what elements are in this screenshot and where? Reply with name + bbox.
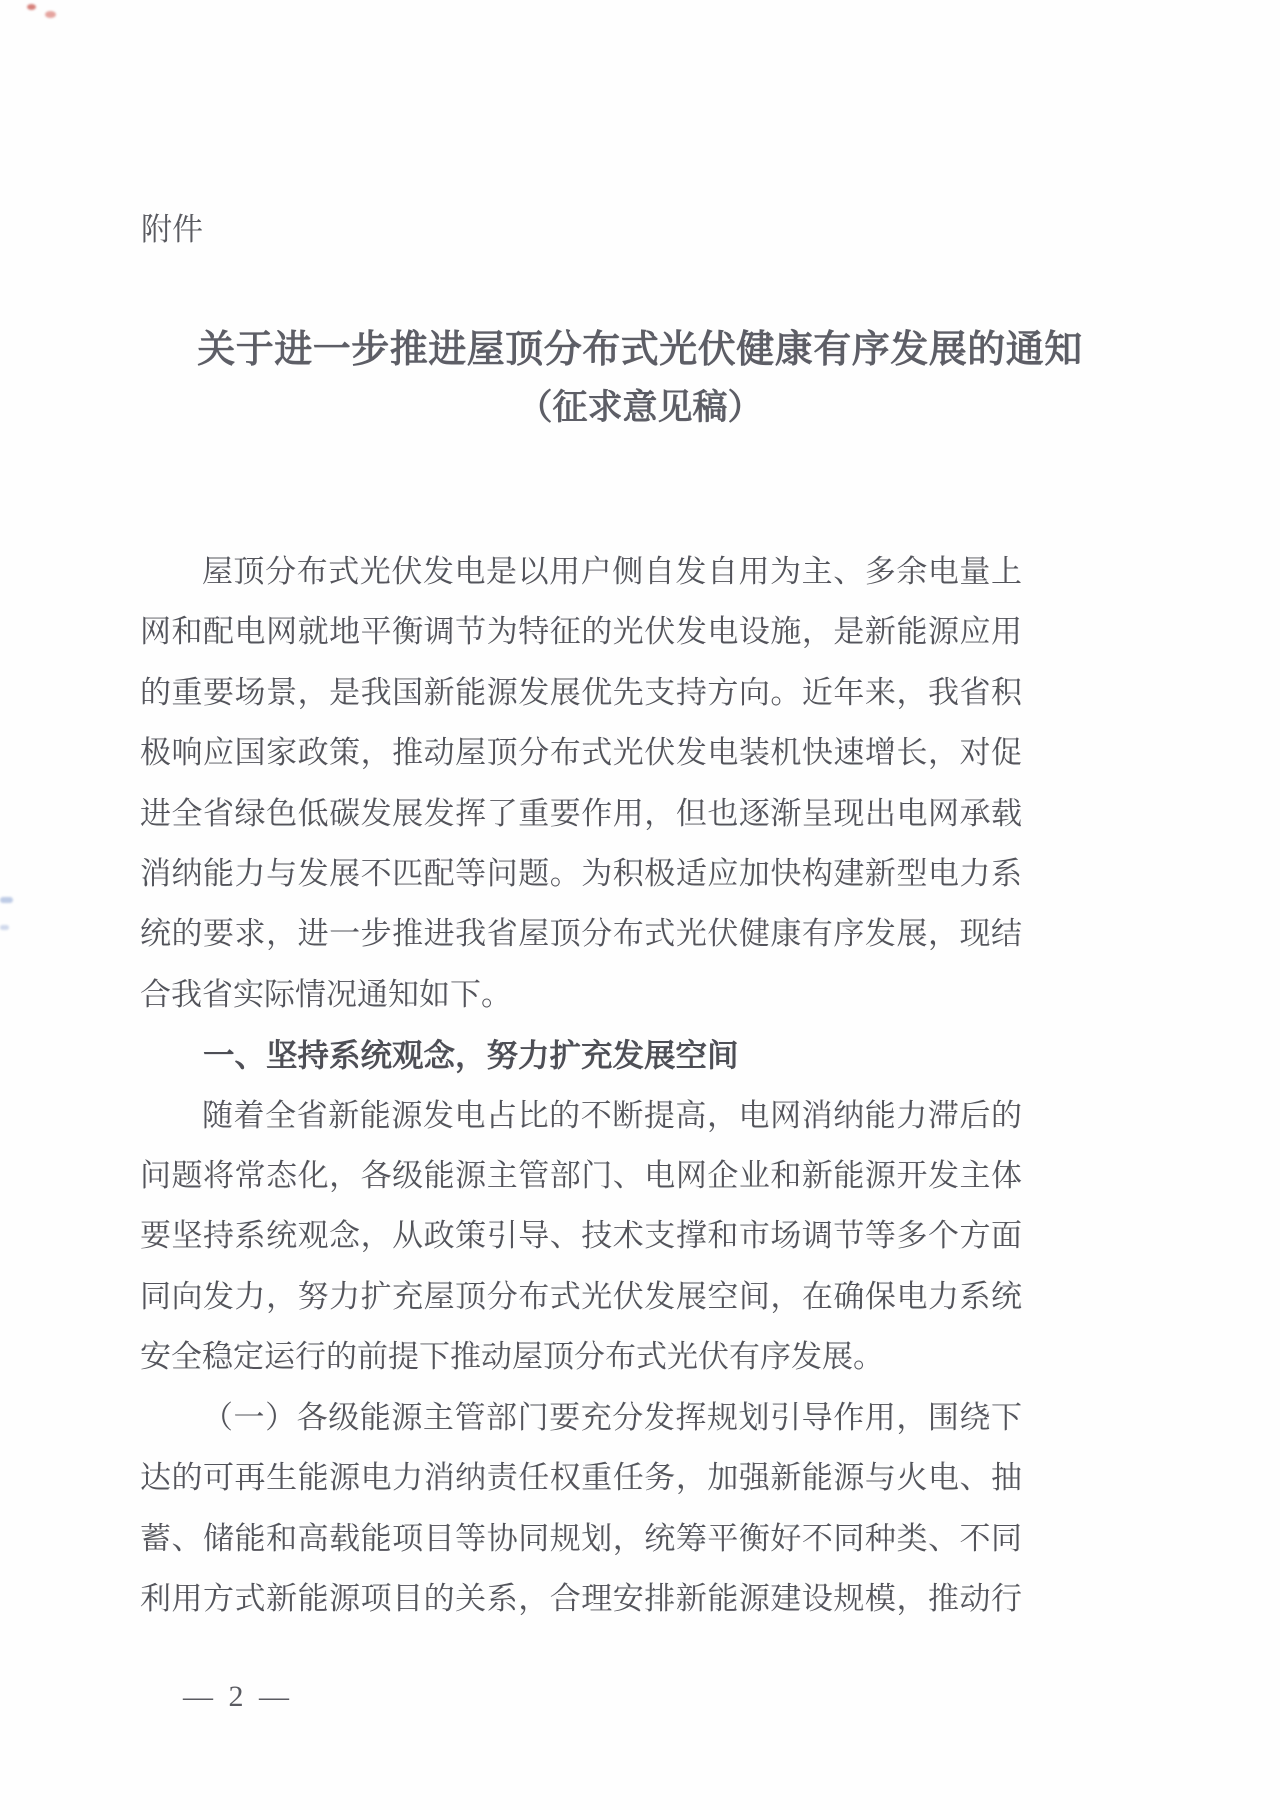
body-line: 同向发力，努力扩充屋顶分布式光伏发展空间，在确保电力系统 bbox=[140, 1278, 1022, 1314]
body-line: 随着全省新能源发电占比的不断提高，电网消纳能力滞后的 bbox=[202, 1097, 1022, 1133]
body-line: 要坚持系统观念，从政策引导、技术支撑和市场调节等多个方面 bbox=[140, 1218, 1022, 1254]
body-line: 利用方式新能源项目的关系，合理安排新能源建设规模，推动行 bbox=[140, 1580, 1022, 1616]
body-line: 合我省实际情况通知如下。 bbox=[140, 976, 512, 1012]
body-line: 问题将常态化，各级能源主管部门、电网企业和新能源开发主体 bbox=[140, 1158, 1022, 1194]
paragraph-section1 bbox=[140, 1086, 1022, 1388]
body-line: 极响应国家政策，推动屋顶分布式光伏发电装机快速增长，对促 bbox=[140, 735, 1022, 771]
body-line: 消纳能力与发展不匹配等问题。为积极适应加快构建新型电力系 bbox=[140, 856, 1022, 892]
scan-artifact-blue-streak bbox=[0, 925, 9, 930]
scan-artifact-red-speck bbox=[27, 4, 36, 10]
attachment-label: 附件 bbox=[141, 212, 203, 247]
body-line: 网和配电网就地平衡调节为特征的光伏发电设施，是新能源应用 bbox=[140, 614, 1022, 650]
scan-artifact-red-speck bbox=[45, 11, 56, 18]
document-subtitle: （征求意见稿） bbox=[517, 388, 763, 427]
body-line: 的重要场景，是我国新能源发展优先支持方向。近年来，我省积 bbox=[140, 674, 1022, 710]
document-body bbox=[140, 542, 1022, 1629]
paragraph-item-one bbox=[140, 1388, 1022, 1630]
body-line: 蓄、储能和高载能项目等协同规划，统筹平衡好不同种类、不同 bbox=[140, 1520, 1022, 1556]
body-line: 屋顶分布式光伏发电是以用户侧自发自用为主、多余电量上 bbox=[202, 554, 1022, 589]
document-title: 关于进一步推进屋顶分布式光伏健康有序发展的通知 bbox=[197, 329, 1083, 371]
body-line: 统的要求，进一步推进我省屋顶分布式光伏健康有序发展，现结 bbox=[140, 916, 1022, 952]
body-line: （一）各级能源主管部门要充分发挥规划引导作用，围绕下 bbox=[202, 1399, 1022, 1435]
page-number: — 2 — bbox=[183, 1680, 293, 1713]
section-heading-1: 一、坚持系统观念，努力扩充发展空间 bbox=[203, 1037, 739, 1074]
body-line: 达的可再生能源电力消纳责任权重任务，加强新能源与火电、抽 bbox=[140, 1460, 1022, 1496]
body-line: 进全省绿色低碳发展发挥了重要作用，但也逐渐呈现出电网承载 bbox=[140, 795, 1022, 831]
body-line: 安全稳定运行的前提下推动屋顶分布式光伏有序发展。 bbox=[140, 1339, 884, 1375]
scan-artifact-blue-streak bbox=[0, 897, 13, 903]
paragraph-intro bbox=[140, 542, 1022, 1025]
